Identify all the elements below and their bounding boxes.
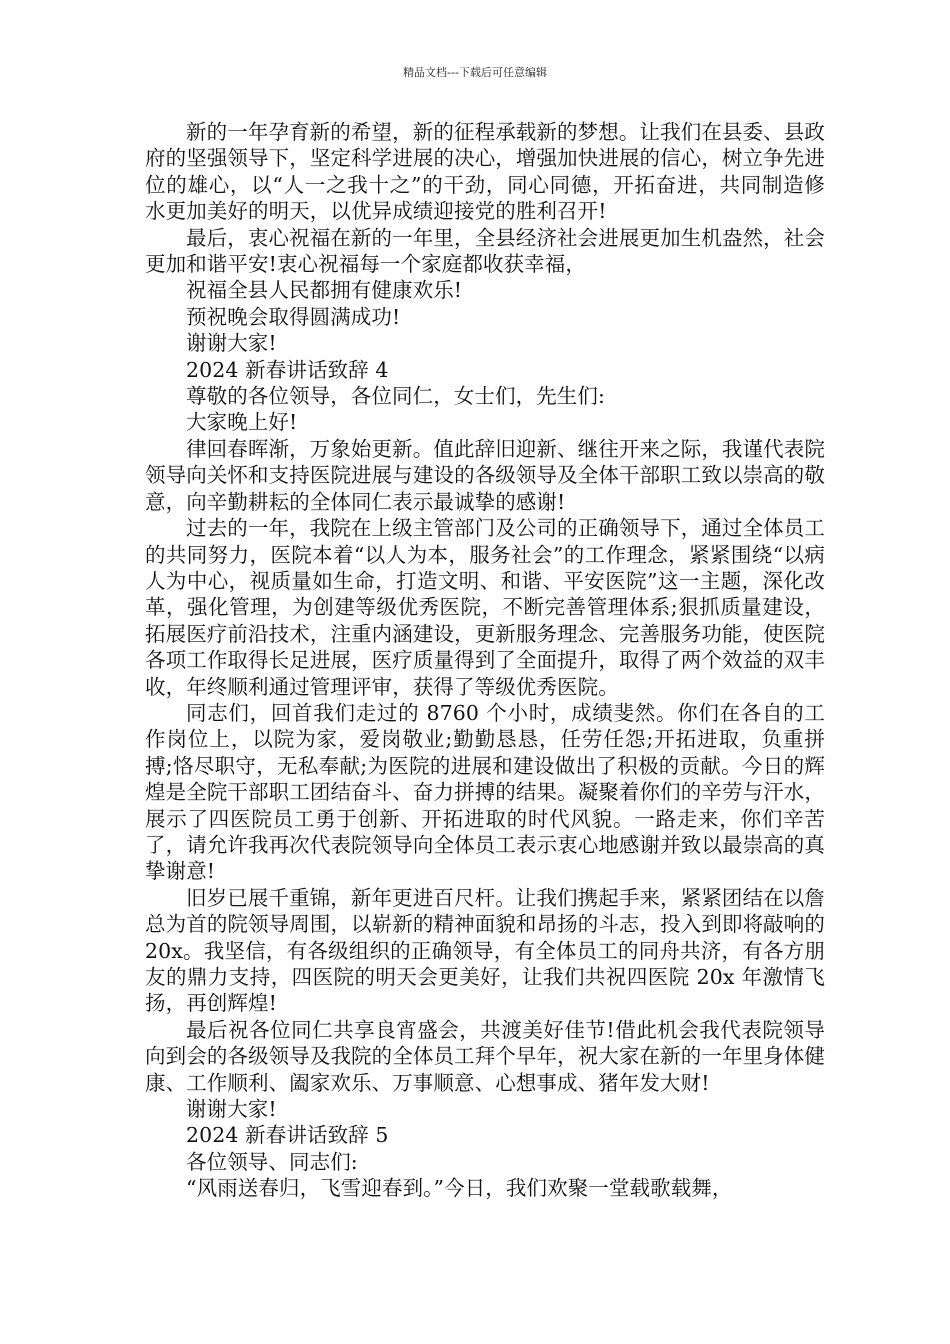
- section-heading-speech-4: 2024 新春讲话致辞 4: [186, 357, 389, 382]
- paragraph-final-blessing: 最后，衷心祝福在新的一年里，全县经济社会进展更加生机盎然，社会更加和谐平安!衷心祝福每一个家庭都收获幸福，: [145, 225, 825, 277]
- paragraph-new-year-hope: 新的一年孕育新的希望，新的征程承载新的梦想。让我们在县委、县政府的坚强领导下，坚定科学进展的决心，增强加快进展的信心，树立争先进位的雄心，以“人一之我十之”的干劲，同心同德，开拓奋进，共同制造修水更加美好的明天，以优异成绩迎接党的胜利召开!: [145, 120, 825, 224]
- paragraph-spring-returns: 律回春晖渐，万象始更新。值此辞旧迎新、继往开来之际，我谨代表院领导向关怀和支持医院进展与建设的各级领导及全体干部职工致以崇高的敬意，向辛勤耕耘的全体同仁表示最诚挚的感谢!: [145, 436, 825, 514]
- paragraph-comrades: 同志们，回首我们走过的 8760 个小时，成绩斐然。你们在各自的工作岗位上，以院为家，爱岗敬业;勤勤恳恳，任劳任怨;开拓进取，负重拼搏;恪尽职守，无私奉献;为医院的进展和建设做出了积极的贡献。今日的辉煌是全院干部职工团结奋斗、奋力拼搏的结果。凝聚着你们的辛劳与汗水，展示了四医院员工勇于创新、开拓进取的时代风貌。一路走来，你们辛苦了，请允许我再次代表院领导向全体员工表示衷心地感谢并致以最崇高的真挚谢意!: [145, 700, 825, 884]
- section-heading-speech-5: 2024 新春讲话致辞 5: [186, 1123, 389, 1148]
- salutation-speech-5: 各位领导、同志们:: [186, 1149, 358, 1174]
- paragraph-spring-poem: “风雨送春归，飞雪迎春到。”今日，我们欢聚一堂载歌载舞，: [186, 1176, 733, 1201]
- paragraph-thanks-2: 谢谢大家!: [186, 1097, 277, 1122]
- salutation-speech-4: 尊敬的各位领导，各位同仁，女士们，先生们:: [186, 384, 606, 409]
- document-body: [145, 119, 825, 1202]
- paragraph-health-wish: 祝福全县人民都拥有健康欢乐!: [186, 278, 463, 303]
- greeting-evening: 大家晚上好!: [186, 410, 298, 435]
- paragraph-thanks: 谢谢大家!: [186, 331, 277, 356]
- paragraph-new-year-progress: 旧岁已展千重锦，新年更进百尺杆。让我们携起手来，紧紧团结在以詹总为首的院领导周围，以崭新的精神面貌和昂扬的斗志，投入到即将敲响的 20x。我坚信，有各级组织的正确领导，有全体员工的同舟共济，有各方朋友的鼎力支持，四医院的明天会更美好，让我们共祝四医院 20x 年激情飞扬，再创辉煌!: [145, 885, 825, 1016]
- page-header: 精品文档---下载后可任意编辑: [403, 66, 547, 79]
- paragraph-gala-success: 预祝晚会取得圆满成功!: [186, 304, 401, 329]
- paragraph-past-year: 过去的一年，我院在上级主管部门及公司的正确领导下，通过全体员工的共同努力，医院本着“以人为本，服务社会”的工作理念，紧紧围绕“以病人为中心，视质量如生命，打造文明、和谐、平安医院”这一主题，深化改革，强化管理，为创建等级优秀医院，不断完善管理体系;狠抓质量建设，拓展医疗前沿技术，注重内涵建设，更新服务理念、完善服务功能，使医院各项工作取得长足进展，医疗质量得到了全面提升，取得了两个效益的双丰收，年终顺利通过管理评审，获得了等级优秀医院。: [145, 516, 825, 699]
- paragraph-closing-wishes: 最后祝各位同仁共享良宵盛会，共渡美好佳节!借此机会我代表院领导向到会的各级领导及我院的全体员工拜个早年，祝大家在新的一年里身体健康、工作顺利、阖家欢乐、万事顺意、心想事成、猪年发大财!: [145, 1017, 825, 1095]
